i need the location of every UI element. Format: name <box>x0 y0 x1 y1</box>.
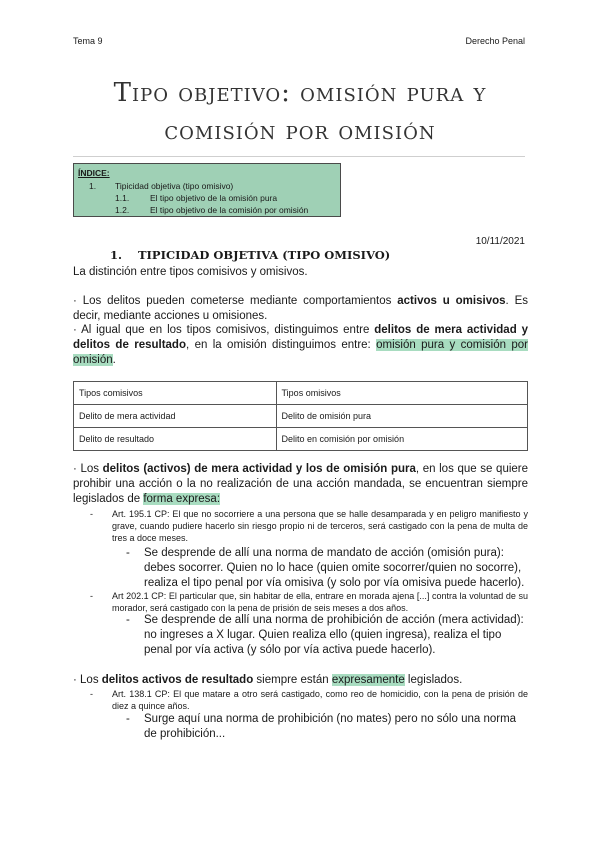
index-box <box>73 163 341 217</box>
paragraph-activos-omisivos: · Los delitos pueden cometerse mediante comportamientos activos u omisivos. Es decir, mediante acciones u omisiones. <box>73 295 528 322</box>
article-138-quote: - Art. 138.1 CP: El que matare a otro será castigado, como reo de homicidio, con la pena de prisión de diez a quince años. <box>90 689 528 711</box>
article-202-quote: - Art 202.1 CP: El particular que, sin habitar de ella, entrare en morada ajena [...] contra la voluntad de su morador, será castigado con la pena de prisión de seis meses a dos años. <box>90 591 528 613</box>
note-195: - Se desprende de allí una norma de mandato de acción (omisión pura): debes socorrer. Quien no lo hace (quien omite socorrer/quien no socorre), realiza el tipo penal por vía omisiva (y solo por vía omisiva puede hacerlo). <box>126 547 525 589</box>
index-item-num[interactable]: 1.1. <box>115 193 130 203</box>
dash-bullet: - <box>90 591 93 601</box>
dash-bullet: - <box>90 509 93 519</box>
dash-bullet: - <box>126 547 130 559</box>
index-item-link[interactable]: Tipicidad objetiva (tipo omisivo) <box>115 181 234 191</box>
header-subject-topic: Tema 9 <box>73 36 103 46</box>
article-195-quote: - Art. 195.1 CP: El que no socorriere a una persona que se halle desamparada y en peligro manifiesto y grave, cuando pudiere hacerlo sin riesgo propio ni de terceros, será castigado con la pena de multa de tres a doce meses. <box>90 509 528 543</box>
section-heading <box>110 248 390 262</box>
note-138: - Surge aquí una norma de prohibición (no mates) pero no sólo una norma de prohibición... <box>126 713 517 740</box>
table-row <box>74 428 528 451</box>
comparison-table <box>73 381 528 451</box>
index-item-num[interactable]: 1.2. <box>115 205 130 215</box>
highlight: forma expresa: <box>143 493 221 505</box>
table-cell: Delito de mera actividad <box>74 405 277 428</box>
dash-bullet: - <box>90 689 93 699</box>
page-title-line1: Tipo objetivo: omisión pura y <box>113 78 487 108</box>
index-heading: ÍNDICE: <box>78 168 110 178</box>
table-row <box>74 405 528 428</box>
paragraph-resultado: · Los delitos activos de resultado siempre están expresamente legislados. <box>73 674 463 686</box>
paragraph-mera-actividad: · Los delitos (activos) de mera actividad y los de omisión pura, en los que se quiere prohibir una acción o la no realización de una acción mandada, se encuentran siempre legislados de forma expresa: <box>73 463 529 505</box>
highlight: expresamente <box>331 674 405 686</box>
intro-text: La distinción entre tipos comisivos y omisivos. <box>73 266 308 278</box>
dash-bullet: - <box>126 713 130 725</box>
page-title-line2: comisión por omisión <box>164 116 436 146</box>
highlight: omisión pura y comisión por omisión <box>73 339 529 366</box>
note-202: - Se desprende de allí una norma de prohibición de acción (mera actividad): no ingreses a X lugar. Quien realiza ello (quien ingresa), realiza el tipo penal por vía activa (y sólo por vía activa puede hacerlo). <box>126 614 524 656</box>
section-title: TIPICIDAD OBJETIVA (TIPO OMISIVO) <box>138 248 391 262</box>
table-header-row <box>74 382 528 405</box>
index-item-link[interactable]: El tipo objetivo de la comisión por omisión <box>150 205 309 215</box>
table-header-cell: Tipos comisivos <box>74 382 277 405</box>
header-course: Derecho Penal <box>465 36 525 46</box>
table-header-cell: Tipos omisivos <box>276 382 527 405</box>
title-divider <box>73 156 525 157</box>
table-cell: Delito en comisión por omisión <box>276 428 527 451</box>
index-item-num[interactable]: 1. <box>89 181 97 191</box>
table-cell: Delito de resultado <box>74 428 277 451</box>
section-number: 1. <box>110 248 123 262</box>
dash-bullet: - <box>126 614 130 626</box>
index-item-link[interactable]: El tipo objetivo de la omisión pura <box>150 193 278 203</box>
paragraph-distincion: · Al igual que en los tipos comisivos, distinguimos entre delitos de mera actividad y delitos de resultado, en la omisión distinguimos entre: omisión pura y comisión por omisión. <box>73 324 529 366</box>
table-cell: Delito de omisión pura <box>276 405 527 428</box>
date: 10/11/2021 <box>475 236 525 247</box>
